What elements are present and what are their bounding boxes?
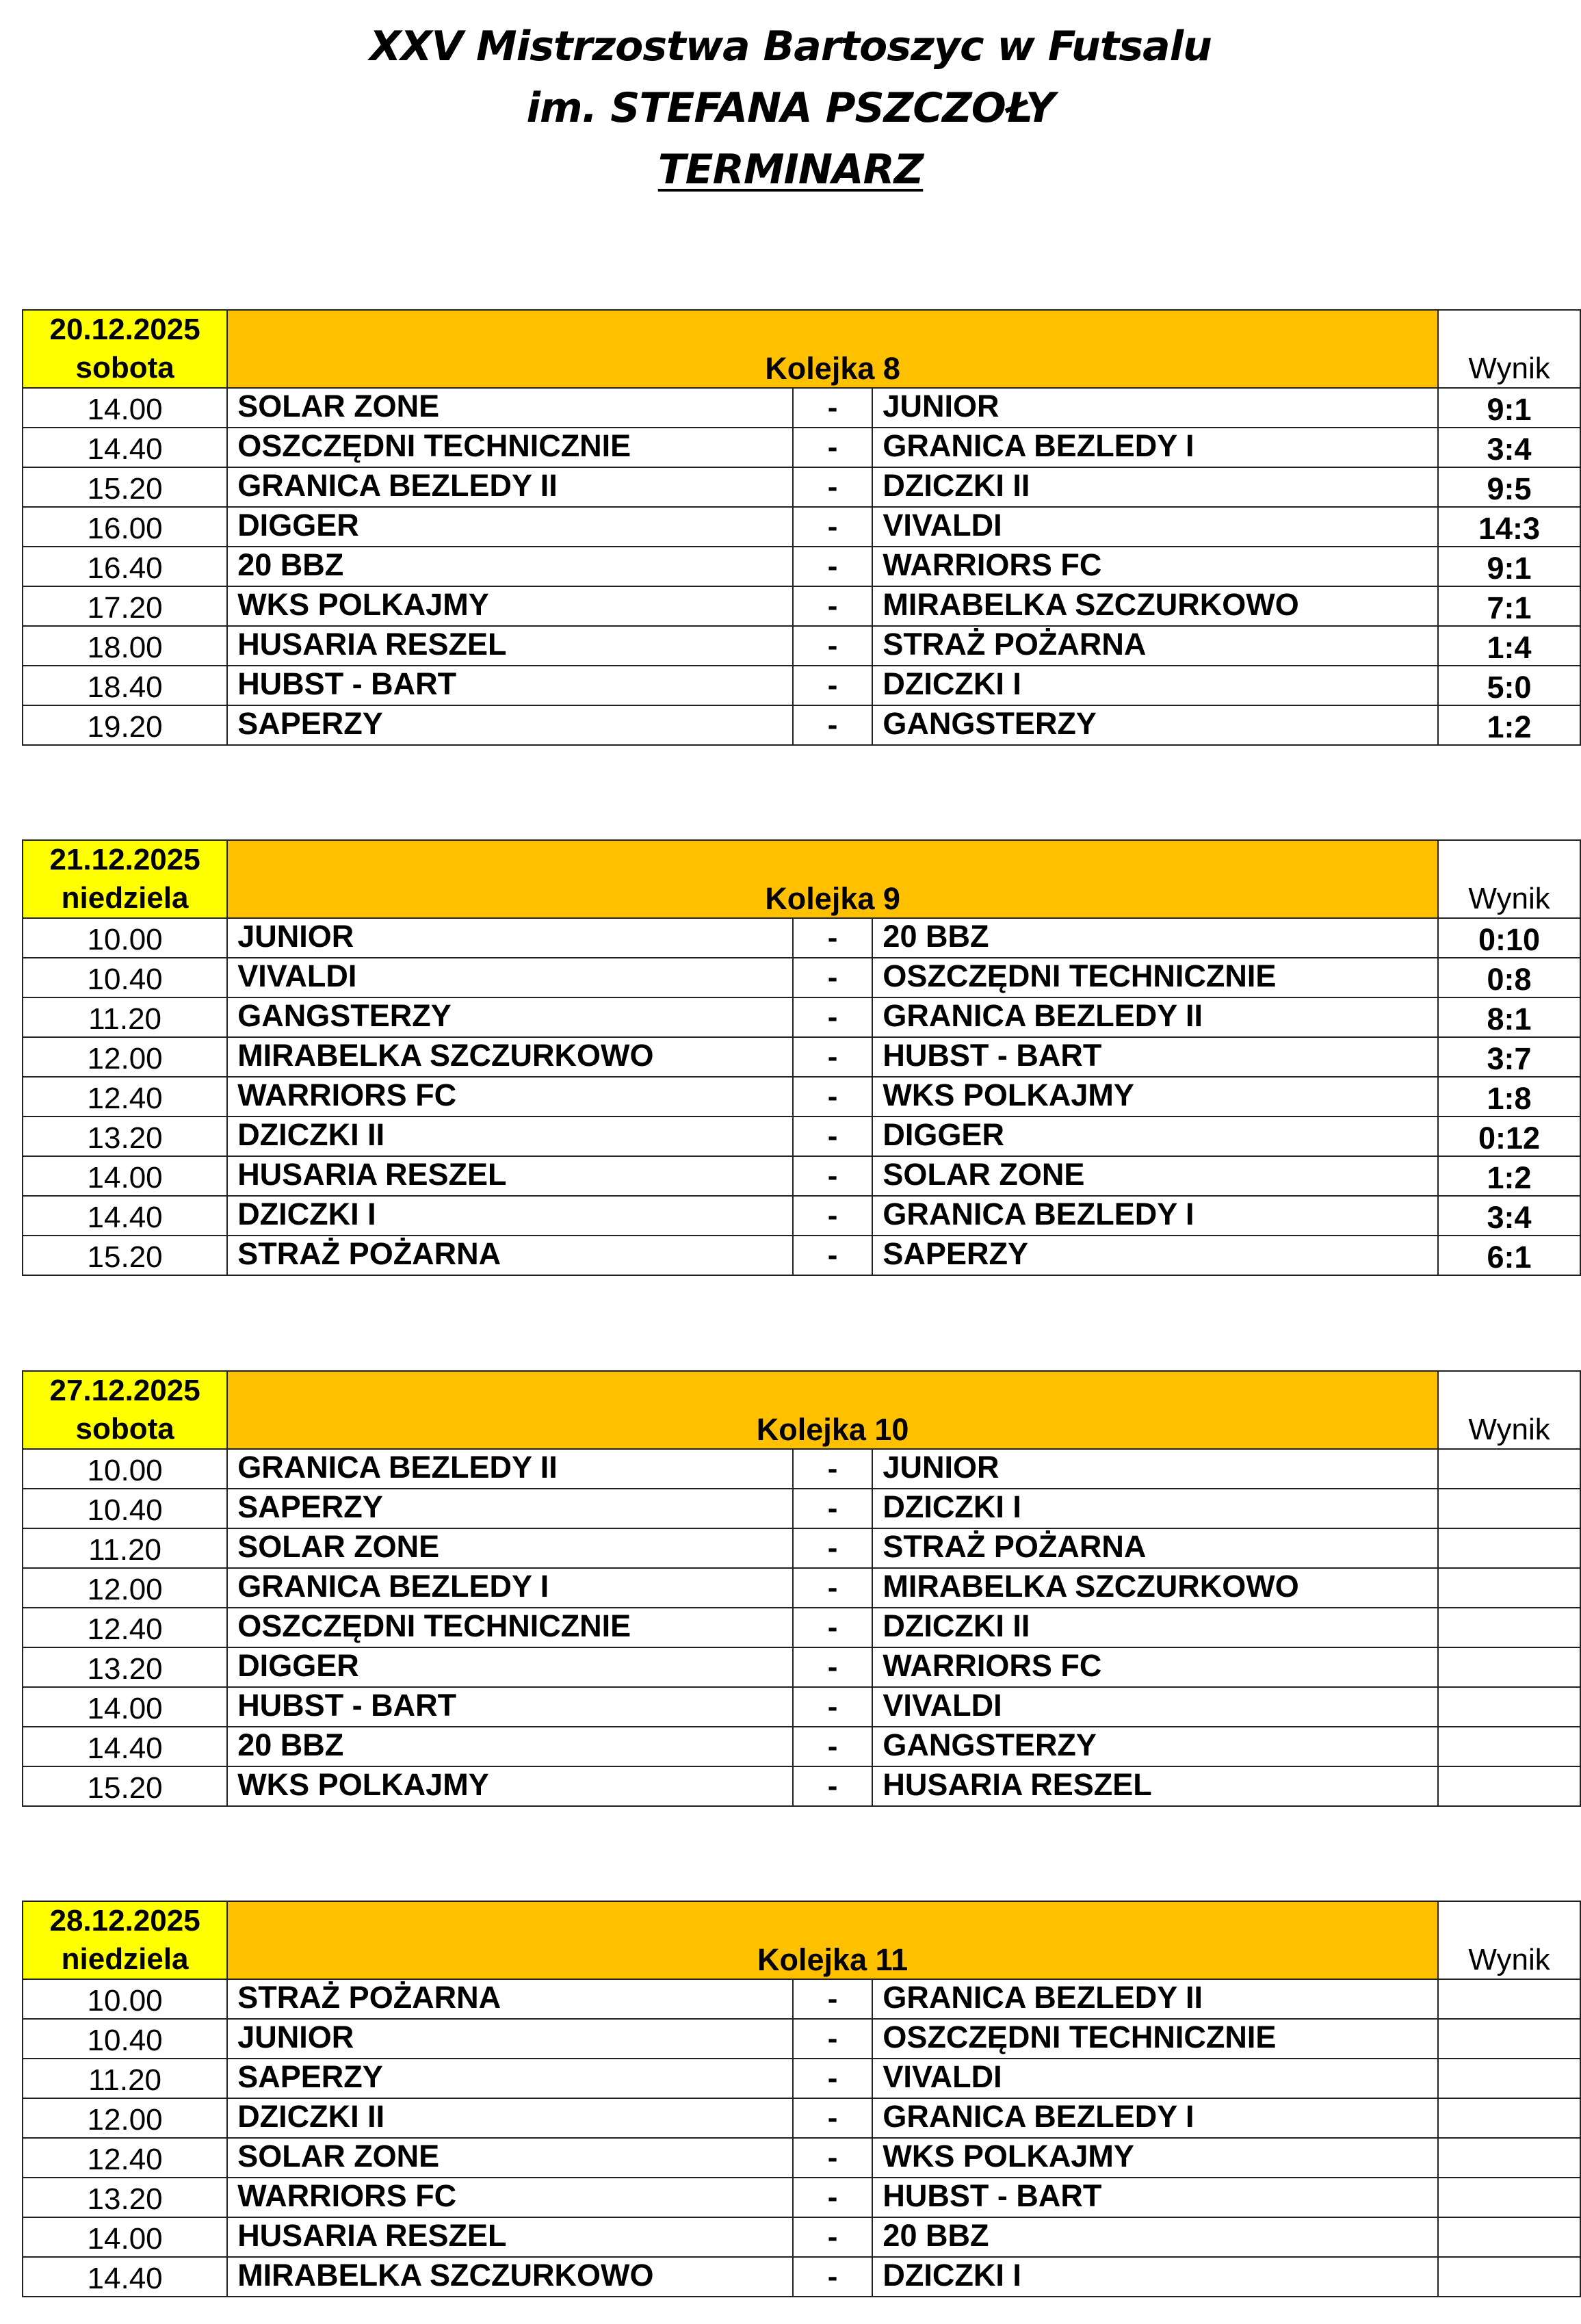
match-row [23,1117,1580,1156]
home-team: 20 BBZ [227,1727,793,1766]
match-time: 15.20 [23,1766,227,1806]
match-row [23,1156,1580,1196]
match-time: 12.00 [23,2098,227,2138]
match-time: 14.00 [23,1687,227,1727]
home-team: SOLAR ZONE [227,2138,793,2178]
match-row [23,547,1580,586]
away-team: WARRIORS FC [872,1647,1438,1687]
round-date: 21.12.2025 [49,843,200,876]
home-team: SOLAR ZONE [227,1528,793,1568]
away-team: HUSARIA RESZEL [872,1766,1438,1806]
result-column-header: Wynik [1438,1371,1580,1449]
match-separator: - [793,2178,873,2217]
match-result: 3:7 [1438,1037,1580,1077]
match-row [23,586,1580,626]
match-row [23,626,1580,666]
home-team: SOLAR ZONE [227,388,793,428]
match-row [23,918,1580,958]
match-separator: - [793,997,873,1037]
match-result: 3:4 [1438,1196,1580,1236]
match-separator: - [793,2217,873,2257]
round-date: 20.12.2025 [49,313,200,346]
away-team: 20 BBZ [872,918,1438,958]
match-separator: - [793,1449,873,1489]
home-team: WARRIORS FC [227,1077,793,1117]
match-row [23,1979,1580,2019]
home-team: SAPERZY [227,705,793,745]
away-team: MIRABELKA SZCZURKOWO [872,1568,1438,1608]
away-team: DZICZKI I [872,666,1438,705]
away-team: VIVALDI [872,507,1438,547]
match-separator: - [793,1037,873,1077]
match-time: 14.40 [23,428,227,467]
home-team: VIVALDI [227,958,793,997]
match-row [23,1449,1580,1489]
home-team: DZICZKI I [227,1196,793,1236]
home-team: WKS POLKAJMY [227,586,793,626]
match-separator: - [793,467,873,507]
home-team: DIGGER [227,507,793,547]
away-team: DZICZKI I [872,1489,1438,1528]
round-block-4 [22,1901,1581,2297]
match-time: 12.00 [23,1037,227,1077]
match-time: 13.20 [23,2178,227,2217]
match-time: 14.00 [23,2217,227,2257]
home-team: HUSARIA RESZEL [227,2217,793,2257]
match-row [23,388,1580,428]
match-result [1438,2019,1580,2059]
result-column-header: Wynik [1438,840,1580,918]
match-result [1438,1766,1580,1806]
match-time: 12.00 [23,1568,227,1608]
round-title: Kolejka 11 [227,1901,1438,1979]
match-result: 1:8 [1438,1077,1580,1117]
away-team: GANGSTERZY [872,705,1438,745]
away-team: JUNIOR [872,388,1438,428]
match-separator: - [793,666,873,705]
match-row [23,2178,1580,2217]
document-title: XXV Mistrzostwa Bartoszyc w Futsalu [369,23,1212,70]
match-result [1438,1727,1580,1766]
match-time: 14.40 [23,2257,227,2297]
match-result: 0:8 [1438,958,1580,997]
away-team: GRANICA BEZLEDY II [872,1979,1438,2019]
match-time: 16.40 [23,547,227,586]
away-team: GRANICA BEZLEDY I [872,1196,1438,1236]
home-team: DZICZKI II [227,1117,793,1156]
match-result [1438,1608,1580,1647]
away-team: STRAŻ POŻARNA [872,1528,1438,1568]
away-team: DZICZKI II [872,1608,1438,1647]
match-separator: - [793,1489,873,1528]
match-separator: - [793,388,873,428]
match-result [1438,2217,1580,2257]
round-header-row [23,840,1580,918]
match-separator: - [793,626,873,666]
round-date: 28.12.2025 [49,1904,200,1937]
match-result: 3:4 [1438,428,1580,467]
round-table [22,309,1581,746]
match-separator: - [793,1727,873,1766]
match-time: 10.40 [23,2019,227,2059]
match-separator: - [793,958,873,997]
home-team: STRAŻ POŻARNA [227,1236,793,1275]
match-result: 9:5 [1438,467,1580,507]
match-separator: - [793,2059,873,2098]
home-team: GRANICA BEZLEDY I [227,1568,793,1608]
result-column-header: Wynik [1438,310,1580,388]
round-header-row [23,1371,1580,1449]
match-time: 15.20 [23,467,227,507]
match-separator: - [793,1568,873,1608]
match-result: 5:0 [1438,666,1580,705]
match-row [23,467,1580,507]
away-team: 20 BBZ [872,2217,1438,2257]
home-team: DZICZKI II [227,2098,793,2138]
match-separator: - [793,1117,873,1156]
match-row [23,1236,1580,1275]
round-table [22,839,1581,1276]
match-result [1438,1568,1580,1608]
match-row [23,1528,1580,1568]
away-team: HUBST - BART [872,1037,1438,1077]
match-time: 12.40 [23,1608,227,1647]
away-team: HUBST - BART [872,2178,1438,2217]
round-header-row [23,1901,1580,1979]
match-result [1438,1449,1580,1489]
match-time: 11.20 [23,2059,227,2098]
match-result: 1:4 [1438,626,1580,666]
home-team: HUSARIA RESZEL [227,1156,793,1196]
match-time: 11.20 [23,997,227,1037]
round-day: niedziela [61,1942,189,1976]
match-separator: - [793,1687,873,1727]
match-separator: - [793,428,873,467]
match-result [1438,2178,1580,2217]
match-row [23,1766,1580,1806]
match-row [23,997,1580,1037]
match-row [23,428,1580,467]
match-result [1438,1979,1580,2019]
match-time: 17.20 [23,586,227,626]
round-date-cell [23,1371,227,1449]
match-row [23,2257,1580,2297]
match-time: 12.40 [23,2138,227,2178]
match-time: 10.40 [23,1489,227,1528]
match-separator: - [793,586,873,626]
match-time: 10.40 [23,958,227,997]
away-team: DIGGER [872,1117,1438,1156]
home-team: GRANICA BEZLEDY II [227,467,793,507]
match-row [23,1196,1580,1236]
home-team: STRAŻ POŻARNA [227,1979,793,2019]
home-team: HUSARIA RESZEL [227,626,793,666]
round-block-2 [22,839,1581,1276]
match-row [23,1037,1580,1077]
match-time: 16.00 [23,507,227,547]
match-time: 12.40 [23,1077,227,1117]
home-team: HUBST - BART [227,1687,793,1727]
match-result [1438,1687,1580,1727]
round-day: sobota [75,1412,174,1446]
away-team: VIVALDI [872,1687,1438,1727]
home-team: MIRABELKA SZCZURKOWO [227,2257,793,2297]
match-separator: - [793,1766,873,1806]
match-separator: - [793,2098,873,2138]
match-separator: - [793,705,873,745]
away-team: WKS POLKAJMY [872,2138,1438,2178]
match-separator: - [793,1077,873,1117]
match-result: 9:1 [1438,547,1580,586]
match-result: 6:1 [1438,1236,1580,1275]
match-row [23,1489,1580,1528]
match-time: 15.20 [23,1236,227,1275]
home-team: MIRABELKA SZCZURKOWO [227,1037,793,1077]
away-team: WKS POLKAJMY [872,1077,1438,1117]
match-row [23,1647,1580,1687]
round-title: Kolejka 10 [227,1371,1438,1449]
away-team: STRAŻ POŻARNA [872,626,1438,666]
match-row [23,2019,1580,2059]
match-row [23,1077,1580,1117]
match-row [23,2138,1580,2178]
match-time: 14.00 [23,388,227,428]
match-row [23,507,1580,547]
match-result [1438,2138,1580,2178]
away-team: SOLAR ZONE [872,1156,1438,1196]
match-row [23,2217,1580,2257]
home-team: WARRIORS FC [227,2178,793,2217]
home-team: GRANICA BEZLEDY II [227,1449,793,1489]
away-team: SAPERZY [872,1236,1438,1275]
away-team: GANGSTERZY [872,1727,1438,1766]
match-result [1438,1489,1580,1528]
round-block-1 [22,309,1581,746]
round-date-cell [23,310,227,388]
match-result: 1:2 [1438,705,1580,745]
match-time: 13.20 [23,1117,227,1156]
match-separator: - [793,1608,873,1647]
round-day: sobota [75,351,174,384]
match-result [1438,1647,1580,1687]
match-result: 0:12 [1438,1117,1580,1156]
match-row [23,958,1580,997]
match-row [23,1568,1580,1608]
away-team: GRANICA BEZLEDY I [872,428,1438,467]
round-header-row [23,310,1580,388]
away-team: OSZCZĘDNI TECHNICZNIE [872,958,1438,997]
match-time: 19.20 [23,705,227,745]
match-row [23,2098,1580,2138]
match-separator: - [793,2019,873,2059]
match-separator: - [793,1979,873,2019]
match-time: 10.00 [23,918,227,958]
away-team: OSZCZĘDNI TECHNICZNIE [872,2019,1438,2059]
match-result [1438,2059,1580,2098]
match-row [23,666,1580,705]
round-date-cell [23,840,227,918]
home-team: SAPERZY [227,1489,793,1528]
away-team: DZICZKI I [872,2257,1438,2297]
match-row [23,2059,1580,2098]
result-column-header: Wynik [1438,1901,1580,1979]
home-team: DIGGER [227,1647,793,1687]
round-date-cell [23,1901,227,1979]
match-result: 7:1 [1438,586,1580,626]
match-time: 14.40 [23,1727,227,1766]
match-row [23,1608,1580,1647]
match-result: 0:10 [1438,918,1580,958]
match-separator: - [793,2257,873,2297]
match-separator: - [793,1196,873,1236]
schedule-heading [0,142,1581,197]
away-team: JUNIOR [872,1449,1438,1489]
match-result [1438,1528,1580,1568]
match-time: 14.00 [23,1156,227,1196]
match-separator: - [793,918,873,958]
away-team: DZICZKI II [872,467,1438,507]
home-team: WKS POLKAJMY [227,1766,793,1806]
match-result: 14:3 [1438,507,1580,547]
match-separator: - [793,507,873,547]
match-time: 18.40 [23,666,227,705]
match-separator: - [793,1236,873,1275]
match-separator: - [793,1528,873,1568]
home-team: JUNIOR [227,2019,793,2059]
match-separator: - [793,547,873,586]
match-time: 11.20 [23,1528,227,1568]
away-team: GRANICA BEZLEDY I [872,2098,1438,2138]
schedule-heading-text: TERMINARZ [657,146,924,194]
match-time: 10.00 [23,1979,227,2019]
match-time: 18.00 [23,626,227,666]
round-table [22,1370,1581,1807]
match-row [23,1727,1580,1766]
match-separator: - [793,1156,873,1196]
round-day: niedziela [61,881,189,915]
home-team: SAPERZY [227,2059,793,2098]
document-subtitle: im. STEFANA PSZCZOŁY [526,84,1055,132]
away-team: WARRIORS FC [872,547,1438,586]
home-team: OSZCZĘDNI TECHNICZNIE [227,1608,793,1647]
round-table [22,1901,1581,2297]
away-team: GRANICA BEZLEDY II [872,997,1438,1037]
home-team: 20 BBZ [227,547,793,586]
match-time: 13.20 [23,1647,227,1687]
match-separator: - [793,1647,873,1687]
match-row [23,705,1580,745]
match-separator: - [793,2138,873,2178]
match-result: 9:1 [1438,388,1580,428]
match-time: 14.40 [23,1196,227,1236]
round-date: 27.12.2025 [49,1374,200,1407]
match-time: 10.00 [23,1449,227,1489]
home-team: GANGSTERZY [227,997,793,1037]
round-title: Kolejka 8 [227,310,1438,388]
home-team: JUNIOR [227,918,793,958]
away-team: MIRABELKA SZCZURKOWO [872,586,1438,626]
match-result: 1:2 [1438,1156,1580,1196]
round-block-3 [22,1370,1581,1807]
match-result [1438,2098,1580,2138]
home-team: OSZCZĘDNI TECHNICZNIE [227,428,793,467]
match-row [23,1687,1580,1727]
home-team: HUBST - BART [227,666,793,705]
away-team: VIVALDI [872,2059,1438,2098]
match-result: 8:1 [1438,997,1580,1037]
match-result [1438,2257,1580,2297]
round-title: Kolejka 9 [227,840,1438,918]
